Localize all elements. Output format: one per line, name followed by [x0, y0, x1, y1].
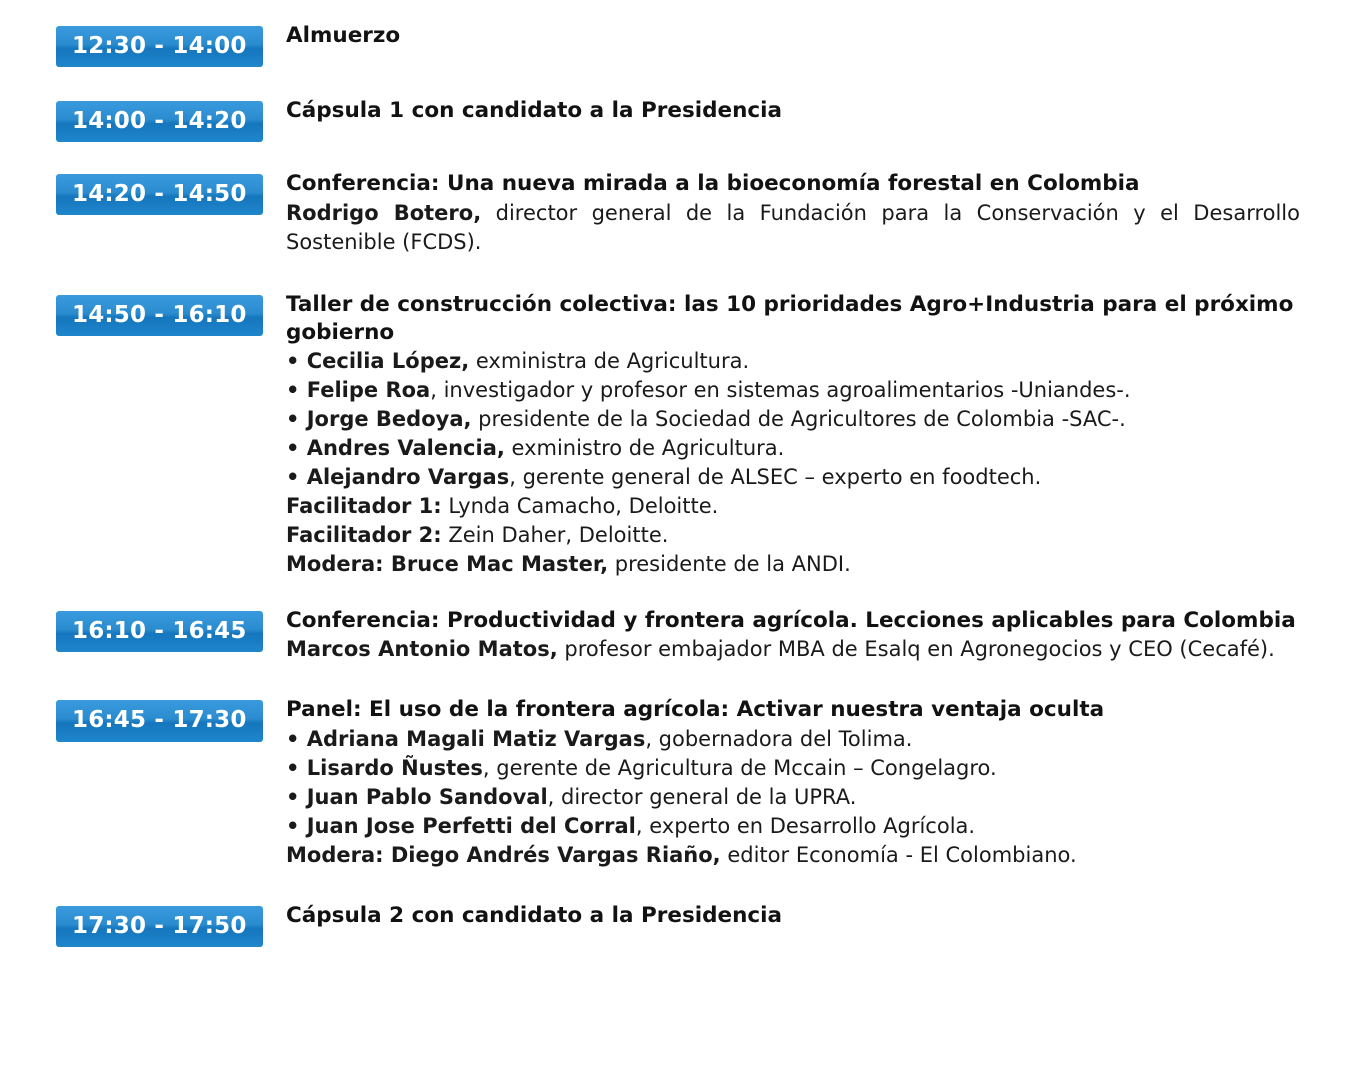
speaker-role: , gobernadora del Tolima.	[645, 726, 913, 751]
list-item	[286, 812, 1300, 841]
agenda-row	[56, 291, 1310, 580]
session-content	[286, 97, 1310, 125]
facilitator-label: Facilitador 2:	[286, 523, 442, 548]
session-title: Cápsula 2 con candidato a la Presidencia	[286, 902, 783, 928]
facilitator-line	[286, 492, 1300, 521]
moderator-line	[286, 841, 1300, 870]
speaker-name: • Lisardo Ñustes	[286, 755, 483, 780]
list-item	[286, 754, 1300, 783]
time-badge: 14:00 - 14:20	[56, 101, 263, 142]
time-cell	[56, 22, 286, 67]
moderator-label: Modera: Diego Andrés Vargas Riaño,	[286, 842, 721, 867]
list-item	[286, 463, 1300, 492]
speaker-name: • Andres Valencia,	[286, 436, 505, 461]
speaker-role: exministro de Agricultura.	[504, 436, 785, 461]
agenda-row	[56, 902, 1310, 947]
time-cell	[56, 902, 286, 947]
list-item	[286, 725, 1300, 754]
session-title: Panel: El uso de la frontera agrícola: Activar nuestra ventaja oculta	[286, 697, 1105, 723]
speaker-role: director general de la Fundación para la Conservación y el Desarrollo Sostenible (FCDS).	[286, 200, 1300, 254]
agenda-row	[56, 696, 1310, 869]
list-item	[286, 376, 1300, 405]
session-content	[286, 607, 1310, 664]
facilitator-label: Facilitador 1:	[286, 494, 442, 519]
time-badge: 14:50 - 16:10	[56, 295, 263, 336]
speaker-name: Marcos Antonio Matos,	[286, 637, 558, 662]
speaker-name: • Adriana Magali Matiz Vargas	[286, 726, 646, 751]
time-cell	[56, 170, 286, 215]
session-title: Conferencia: Una nueva mirada a la bioeconomía forestal en Colombia	[286, 171, 1140, 197]
time-cell	[56, 607, 286, 652]
agenda-row	[56, 97, 1310, 142]
session-content	[286, 291, 1310, 580]
session-speaker	[286, 635, 1300, 664]
time-badge: 16:45 - 17:30	[56, 700, 263, 741]
session-title: Almuerzo	[286, 23, 401, 48]
moderator-role: editor Economía - El Colombiano.	[720, 842, 1077, 867]
agenda-row	[56, 607, 1310, 664]
list-item	[286, 347, 1300, 376]
speaker-role: presidente de la Sociedad de Agricultores de Colombia -SAC-.	[471, 407, 1126, 432]
time-cell	[56, 291, 286, 336]
session-title: Taller de construcción colectiva: las 10 prioridades Agro+Industria para el próximo gobierno	[286, 291, 1294, 345]
speaker-role: , experto en Desarrollo Agrícola.	[635, 813, 976, 838]
speaker-name: • Jorge Bedoya,	[286, 407, 472, 432]
speaker-role: profesor embajador MBA de Esalq en Agronegocios y CEO (Cecafé).	[557, 637, 1275, 662]
facilitator-name: Zein Daher, Deloitte.	[441, 523, 669, 548]
speaker-role: , director general de la UPRA.	[547, 784, 857, 809]
moderator-role: presidente de la ANDI.	[608, 552, 851, 577]
speaker-role: exministra de Agricultura.	[469, 349, 750, 374]
list-item	[286, 783, 1300, 812]
speaker-name: • Cecilia López,	[286, 349, 470, 374]
speaker-name: • Juan Pablo Sandoval	[286, 784, 548, 809]
session-content	[286, 902, 1310, 930]
time-cell	[56, 97, 286, 142]
speaker-name: Rodrigo Botero,	[286, 200, 482, 225]
list-item	[286, 405, 1300, 434]
moderator-label: Modera: Bruce Mac Master,	[286, 552, 609, 577]
time-badge: 17:30 - 17:50	[56, 906, 263, 947]
speaker-role: , investigador y profesor en sistemas agroalimentarios -Uniandes-.	[430, 378, 1131, 403]
session-content	[286, 696, 1310, 869]
agenda-row	[56, 170, 1310, 256]
agenda-row	[56, 22, 1310, 67]
time-cell	[56, 696, 286, 741]
speaker-name: • Juan Jose Perfetti del Corral	[286, 813, 636, 838]
session-content	[286, 170, 1310, 256]
speaker-role: , gerente de Agricultura de Mccain – Congelagro.	[482, 755, 997, 780]
list-item	[286, 434, 1300, 463]
session-speaker	[286, 199, 1300, 257]
facilitator-line	[286, 521, 1300, 550]
speaker-name: • Felipe Roa	[286, 378, 431, 403]
moderator-line	[286, 550, 1300, 579]
speaker-role: , gerente general de ALSEC – experto en foodtech.	[509, 465, 1042, 490]
session-content	[286, 22, 1310, 50]
time-badge: 14:20 - 14:50	[56, 174, 263, 215]
time-badge: 12:30 - 14:00	[56, 26, 263, 67]
session-title: Conferencia: Productividad y frontera agrícola. Lecciones aplicables para Colombia	[286, 608, 1296, 634]
time-badge: 16:10 - 16:45	[56, 611, 263, 652]
session-title: Cápsula 1 con candidato a la Presidencia	[286, 98, 783, 124]
facilitator-name: Lynda Camacho, Deloitte.	[441, 494, 719, 519]
speaker-name: • Alejandro Vargas	[286, 465, 510, 490]
